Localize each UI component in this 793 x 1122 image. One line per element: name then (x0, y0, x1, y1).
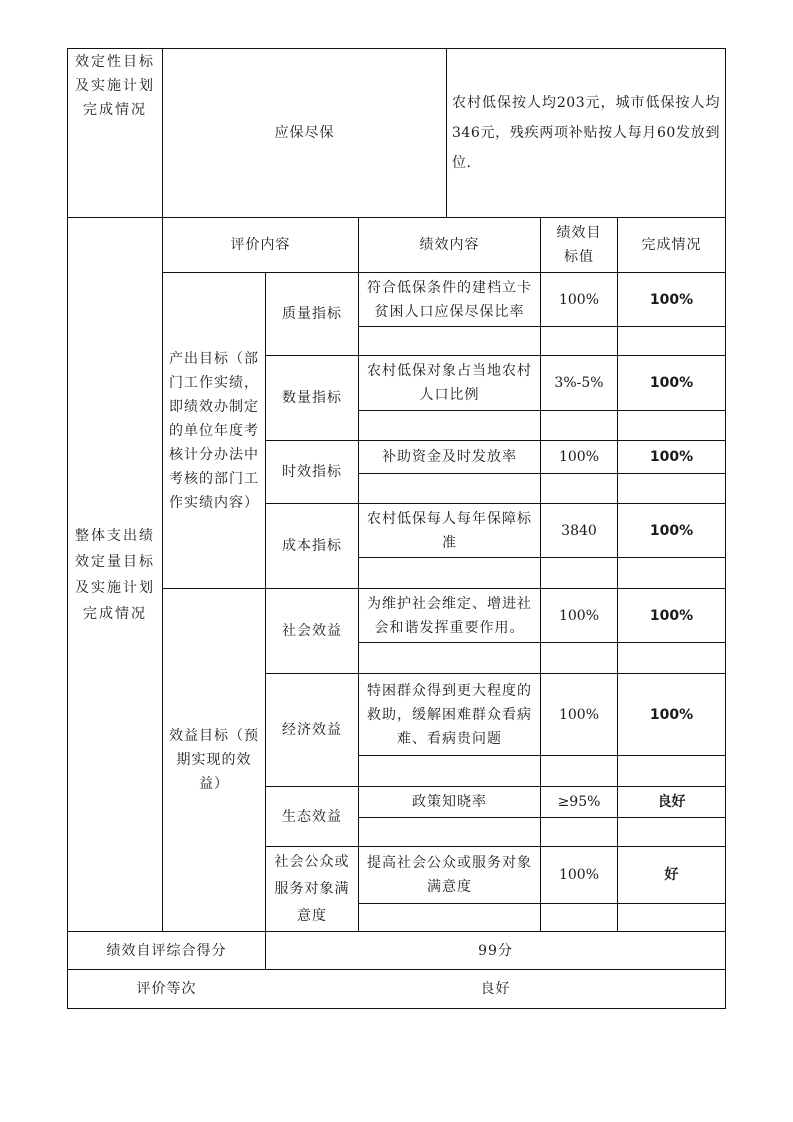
completion-status: 100% (649, 706, 694, 723)
perf-content: 符合低保条件的建档立卡贫困人口应保尽保比率 (367, 279, 532, 320)
indicator-name: 生态效益 (282, 808, 342, 825)
grade-value: 良好 (480, 980, 511, 997)
indicator-name: 社会效益 (282, 623, 342, 639)
indicator-name: 时效指标 (282, 464, 342, 480)
completion-status: 良好 (657, 794, 686, 810)
completion-status: 100% (649, 291, 694, 308)
indicator-name: 质量指标 (282, 306, 342, 322)
completion-status: 100% (649, 375, 694, 391)
perf-content: 农村低保对象占当地农村人口比例 (367, 363, 532, 403)
perf-content: 特困群众得到更大程度的救助，缓解困难群众看病难、看病贵问题 (367, 682, 532, 747)
output-group-label: 产出目标（部门工作实绩，即绩效办制定的单位年度考核计分办法中考核的部门工作实绩内容） (169, 350, 259, 511)
indicator-name: 成本指标 (282, 538, 342, 554)
completion-status: 100% (649, 607, 694, 624)
qualitative-target: 应保尽保 (274, 125, 335, 141)
benefit-group-label: 效益目标（预期实现的效益） (169, 728, 259, 792)
perf-content: 补助资金及时发放率 (382, 449, 517, 465)
header-status: 完成情况 (641, 237, 702, 253)
header-content: 评价内容 (230, 237, 291, 253)
section-label: 整体支出绩效定量目标及实施计划完成情况 (75, 527, 155, 622)
perf-content: 农村低保每人每年保障标准 (367, 510, 532, 551)
completion-status: 100% (649, 522, 694, 539)
target-value: 3%-5% (554, 375, 604, 391)
indicator-name: 社会公众或服务对象满意度 (274, 853, 350, 924)
indicator-name: 数量指标 (282, 390, 342, 406)
score-label: 绩效自评综合得分 (106, 942, 227, 959)
target-value: 100% (558, 291, 600, 308)
target-value: 100% (558, 607, 600, 624)
qualitative-label: 效定性目标及实施计划完成情况 (75, 54, 155, 118)
target-value: 100% (558, 449, 600, 465)
indicator-name: 经济效益 (282, 722, 342, 738)
target-value: ≥95% (557, 794, 601, 810)
perf-content: 提高社会公众或服务对象满意度 (367, 855, 532, 895)
score-value: 99分 (478, 942, 513, 959)
perf-content: 为维护社会维定、增进社会和谐发挥重要作用。 (367, 595, 532, 636)
target-value: 100% (558, 706, 600, 723)
header-perf: 绩效内容 (419, 237, 480, 253)
target-value: 3840 (561, 522, 597, 539)
header-target: 绩效目标值 (556, 225, 602, 265)
completion-status: 好 (664, 867, 679, 883)
qualitative-completion: 农村低保按人均203元，城市低保按人均346元，残疾两项补贴按人每月60发放到位. (452, 95, 720, 171)
perf-content: 政策知晓率 (412, 794, 487, 810)
grade-label: 评价等次 (136, 980, 197, 997)
completion-status: 100% (649, 449, 694, 465)
target-value: 100% (558, 867, 600, 883)
